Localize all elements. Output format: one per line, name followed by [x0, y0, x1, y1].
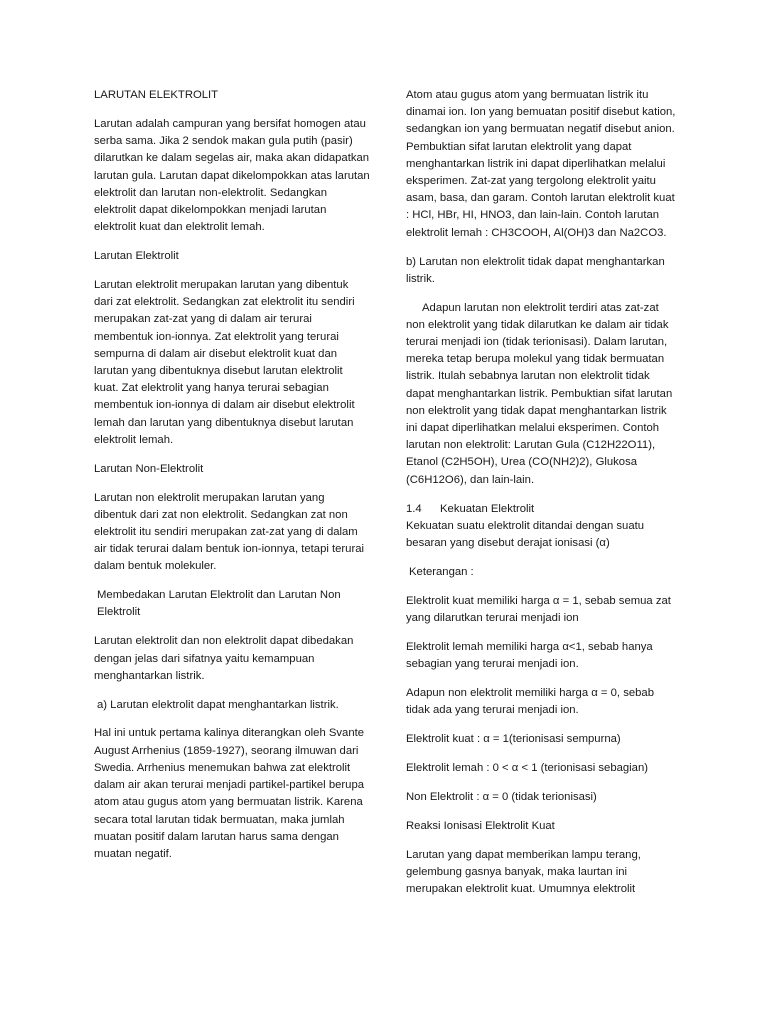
heading-membedakan: Membedakan Larutan Elektrolit dan Larutan Non Elektrolit: [97, 589, 341, 619]
left-column: [94, 87, 370, 875]
point-a: a) Larutan elektrolit dapat menghantarkan listrik.: [97, 698, 339, 711]
heading-reaksi-ionisasi: Reaksi Ionisasi Elektrolit Kuat: [406, 819, 555, 832]
non-elektrolit-paragraph: Larutan non elektrolit merupakan larutan yang dibentuk dari zat non elektrolit. Sedangkan zat non elektrolit itu sendiri merupakan zat-zat yang di dalam air tidak terurai dalam bentuk ion-ionnya, tetapi terurai dalam bentuk molekuler.: [94, 491, 365, 573]
ion-paragraph: Atom atau gugus atom yang bermuatan listrik itu dinamai ion. Ion yang bemuatan positif disebut kation, sedangkan ion yang bermuatan negatif disebut anion. Pembuktian sifat larutan elektrolit yang dapat menghantarkan listrik ini dapat diperlihatkan melalui eksperimen. Zat-zat yang tergolong elektrolit yaitu asam, basa, dan garam. Contoh larutan elektrolit kuat : HCl, HBr, HI, HNO3, dan lain-lain. Contoh larutan elektrolit lemah : CH3COOH, Al(OH)3 dan Na2CO3.: [406, 89, 676, 239]
arrhenius-paragraph: Hal ini untuk pertama kalinya diterangkan oleh Svante August Arrhenius (1859-1927), seorang ilmuwan dari Swedia. Arrhenius menemukan bahwa zat elektrolit dalam air akan terurai menjadi partikel-partikel berupa atom atau gugus atom yang bermuatan listrik. Karena secara total larutan tidak bermuatan, maka jumlah muatan positif dalam larutan harus sama dengan muatan negatif.: [94, 727, 365, 860]
heading-larutan-non-elektrolit: Larutan Non-Elektrolit: [94, 462, 204, 475]
membedakan-paragraph: Larutan elektrolit dan non elektrolit dapat dibedakan dengan jelas dari sifatnya yaitu kemampuan menghantarkan listrik.: [94, 635, 354, 682]
point-b: b) Larutan non elektrolit tidak dapat menghantarkan listrik.: [406, 255, 665, 285]
section-kekuatan-elektrolit: [406, 501, 678, 553]
document-title: LARUTAN ELEKTROLIT: [94, 89, 219, 101]
non-elektrolit-detail-paragraph: Adapun larutan non elektrolit terdiri atas zat-zat non elektrolit yang tidak dilarutkan ke dalam air tidak terurai menjadi ion (tidak terionisasi). Dalam larutan, mereka tetap berupa molekul yang tidak bermuatan listrik. Itulah sebabnya larutan non elektrolit tidak dapat menghantarkan listrik. Pembuktian sifat larutan non elektrolit yang tidak dapat menghantarkan listrik ini dapat diperlihatkan melalui eksperimen. Contoh larutan non elektrolit: Larutan Gula (C12H22O11), Etanol (C2H5OH), Urea (CO(NH2)2), Glukosa (C6H12O6), dan lain-lain.: [406, 301, 673, 486]
intro-paragraph: Larutan adalah campuran yang bersifat homogen atau serba sama. Jika 2 sendok makan gula putih (pasir) dilarutkan ke dalam segelas air, maka akan didapatkan larutan gula. Larutan dapat dikelompokkan atas larutan elektrolit dan larutan non-elektrolit. Sedangkan elektrolit dapat dikelompokkan menjadi larutan elektrolit kuat dan elektrolit lemah.: [94, 117, 370, 234]
right-column: [406, 87, 678, 910]
heading-larutan-elektrolit: Larutan Elektrolit: [94, 250, 179, 262]
elektrolit-paragraph: Larutan elektrolit merupakan larutan yang dibentuk dari zat elektrolit. Sedangkan zat elektrolit itu sendiri merupakan zat-zat yang di dalam air terurai membentuk ion-ionnya. Zat elektrolit yang terurai sempurna di dalam air disebut elektrolit kuat dan larutan yang dibentuknya disebut larutan elektrolit kuat. Zat elektrolit yang hanya terurai sebagian membentuk ion-ionnya di dalam air disebut elektrolit lemah dan larutan yang dibentuknya disebut larutan elektrolit lemah.: [94, 278, 355, 446]
formula-elektrolit-kuat: Elektrolit kuat : α = 1(terionisasi sempurna): [406, 733, 621, 745]
elektrolit-kuat-paragraph: Elektrolit kuat memiliki harga α = 1, sebab semua zat yang dilarutkan terurai menjadi ion: [406, 594, 671, 624]
non-elektrolit-alpha-paragraph: Adapun non elektrolit memiliki harga α = 0, sebab tidak ada yang terurai menjadi ion.: [406, 686, 654, 717]
elektrolit-lemah-paragraph: Elektrolit lemah memiliki harga α<1, sebab hanya sebagian yang terurai menjadi ion.: [406, 640, 653, 671]
section-number: 1.4: [406, 502, 422, 515]
formula-non-elektrolit: Non Elektrolit : α = 0 (tidak terionisasi): [406, 790, 597, 803]
formula-elektrolit-lemah: Elektrolit lemah : 0 < α < 1 (terionisasi sebagian): [406, 761, 649, 774]
section-title: Kekuatan Elektrolit: [440, 502, 535, 515]
reaksi-paragraph: Larutan yang dapat memberikan lampu terang, gelembung gasnya banyak, maka laurtan ini merupakan elektrolit kuat. Umumnya elektrolit: [406, 848, 641, 895]
section-body: Kekuatan suatu elektrolit ditandai dengan suatu besaran yang disebut derajat ionisasi (α): [406, 519, 645, 549]
keterangan-label: Keterangan :: [409, 565, 474, 578]
